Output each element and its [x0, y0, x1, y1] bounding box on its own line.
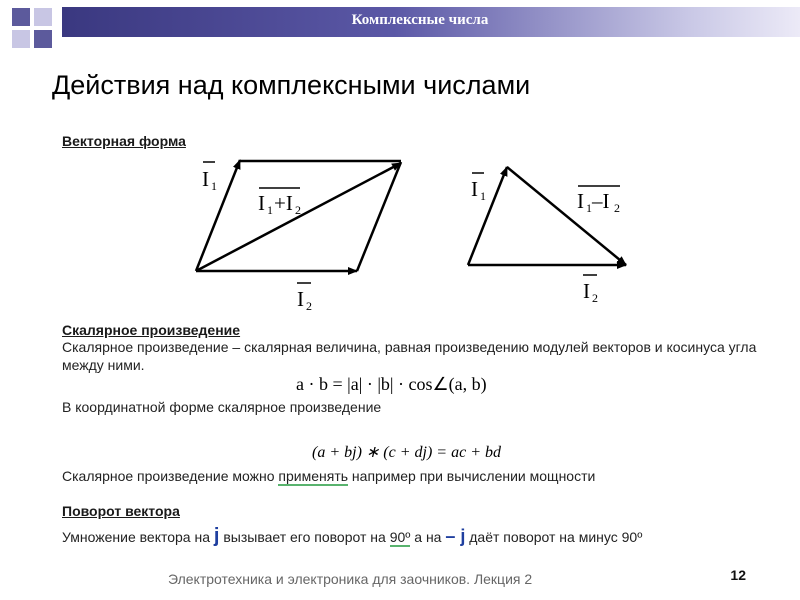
svg-text:I: I: [258, 191, 265, 215]
scalar-formula: a · b = |a| · |b| · cos∠(a, b): [296, 374, 487, 394]
vector-sum: [196, 163, 401, 271]
rotation-heading: Поворот вектора: [62, 503, 180, 519]
svg-text:1: 1: [267, 203, 273, 217]
svg-text:I: I: [297, 287, 304, 311]
rotation-text-3: а на: [410, 529, 446, 545]
page-number: 12: [730, 567, 746, 583]
svg-text:+I: +I: [274, 191, 293, 215]
coord-text: В координатной форме скалярное произведение: [62, 399, 382, 415]
usage-text: [62, 467, 762, 485]
vector-form-heading: Векторная форма: [62, 133, 186, 149]
svg-text:I: I: [471, 177, 478, 201]
label-sum: [258, 188, 301, 217]
svg-text:2: 2: [295, 203, 301, 217]
svg-text:1: 1: [480, 189, 486, 203]
svg-text:–I: –I: [592, 189, 610, 213]
parallelogram-right: [357, 162, 401, 271]
rotation-deg: 90º: [389, 529, 411, 545]
rotation-text-4: даёт поворот на минус 90º: [465, 529, 643, 545]
coord-formula: (a + bj) ∗ (c + dj) = ac + bd: [312, 444, 501, 461]
svg-text:2: 2: [306, 299, 312, 313]
svg-text:I: I: [583, 279, 590, 303]
scalar-definition: Скалярное произведение – скалярная величина, равная произведению модулей векторов и косинуса угла между ними.: [62, 339, 757, 373]
usage-pre: Скалярное произведение можно: [62, 468, 279, 484]
rotation-text-2: вызывает его поворот на: [219, 529, 390, 545]
label-difference: [577, 186, 620, 215]
usage-link: применять: [278, 468, 349, 484]
svg-text:2: 2: [614, 201, 620, 215]
label-i1-left: [202, 162, 217, 193]
header-title: Комплексные числа: [351, 12, 489, 28]
label-i2-right: [583, 275, 598, 305]
slide-title: Действия над комплексными числами: [52, 70, 531, 100]
label-i1-right: [471, 173, 486, 203]
scalar-section: [62, 322, 762, 374]
rotation-minus-j: – j: [445, 526, 466, 546]
usage-post: например при вычислении мощности: [348, 468, 596, 484]
footer-text: Электротехника и электроника для заочников. Лекция 2: [168, 571, 533, 587]
svg-text:I: I: [577, 189, 584, 213]
svg-text:1: 1: [211, 179, 217, 193]
svg-text:2: 2: [592, 291, 598, 305]
label-i2-left: [297, 283, 312, 313]
svg-text:I: I: [202, 167, 209, 191]
svg-text:1: 1: [586, 201, 592, 215]
scalar-heading: Скалярное произведение: [62, 322, 241, 338]
rotation-text: [62, 527, 762, 546]
rotation-section: [62, 503, 762, 519]
rotation-text-1: Умножение вектора на: [62, 529, 214, 545]
rotation-j: j: [213, 525, 220, 547]
vector-difference: [507, 167, 626, 265]
